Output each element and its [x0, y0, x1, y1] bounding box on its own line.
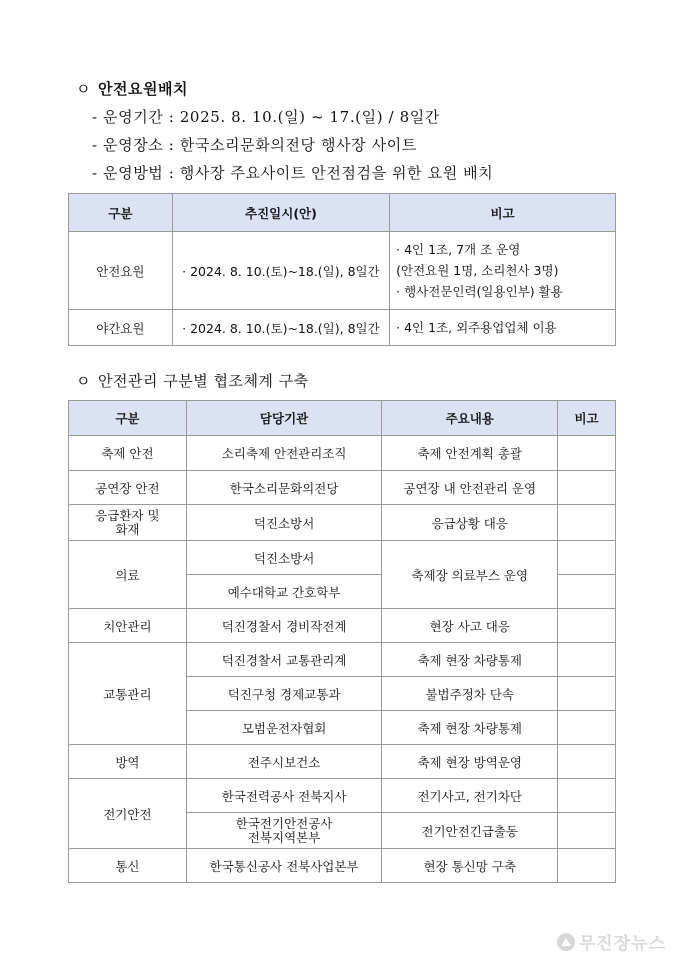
row-content: 전기사고, 전기차단 [382, 779, 558, 813]
row-agency: 한국전력공사 전북지사 [186, 779, 382, 813]
table-row [69, 643, 616, 677]
row-remarks [558, 643, 616, 677]
row-agency: 덕진소방서 [186, 541, 382, 575]
row-schedule: · 2024. 8. 10.(토)~18.(일), 8일간 [172, 310, 389, 346]
row-category: 공연장 안전 [69, 471, 187, 505]
row-agency [186, 813, 382, 849]
watermark-text: 무진장뉴스 [578, 934, 666, 954]
row-remarks [558, 711, 616, 745]
header-notes: 비고 [390, 194, 616, 232]
category-line: 화재 [115, 521, 140, 537]
table-row [69, 849, 616, 883]
row-agency: 덕진구청 경제교통과 [186, 677, 382, 711]
row-remarks [558, 813, 616, 849]
table-row [69, 471, 616, 505]
header-schedule: 추진일시(안) [172, 194, 389, 232]
row-content: 전기안전긴급출동 [382, 813, 558, 849]
safety-staff-table [68, 193, 616, 346]
header-agency: 담당기관 [186, 401, 382, 436]
header-category: 구분 [69, 194, 173, 232]
row-category: 축제 안전 [69, 436, 187, 471]
section1-title [76, 78, 188, 99]
table-header-row [69, 194, 616, 232]
header-category: 구분 [69, 401, 187, 436]
header-remarks: 비고 [558, 401, 616, 436]
watermark [557, 929, 666, 954]
table-row [69, 232, 616, 310]
row-agency: 모범운전자협회 [186, 711, 382, 745]
row-agency: 덕진소방서 [186, 505, 382, 541]
note-line: · 4인 1조, 외주용업업체 이용 [396, 320, 557, 335]
row-content: 현장 사고 대응 [382, 609, 558, 643]
table-row [69, 779, 616, 813]
row-agency: 전주시보건소 [186, 745, 382, 779]
row-category: 교통관리 [69, 643, 187, 745]
row-remarks [558, 849, 616, 883]
note-line: · 행사전문인력(일용인부) 활용 [396, 284, 563, 299]
row-agency: 소리축제 안전관리조직 [186, 436, 382, 471]
row-content: 축제 현장 차량통제 [382, 711, 558, 745]
row-category: 야간요원 [69, 310, 173, 346]
agency-line: 전북지역본부 [247, 829, 321, 845]
operation-location-line: - 운영장소 : 한국소리문화의전당 행사장 사이트 [92, 136, 417, 154]
note-line: (안전요원 1명, 소리천사 3명) [396, 263, 559, 278]
section2-title-text: 안전관리 구분별 협조체계 구축 [98, 372, 309, 390]
row-remarks [558, 575, 616, 609]
operation-method-line: - 운영방법 : 행사장 주요사이트 안전점검을 위한 요원 배치 [92, 164, 494, 182]
row-agency: 한국통신공사 전북사업본부 [186, 849, 382, 883]
note-line: · 4인 1조, 7개 조 운영 [396, 242, 521, 257]
row-remarks [558, 471, 616, 505]
row-category: 의료 [69, 541, 187, 609]
table-row [69, 609, 616, 643]
row-content: 불법주정차 단속 [382, 677, 558, 711]
header-content: 주요내용 [382, 401, 558, 436]
row-agency: 덕진경찰서 경비작전계 [186, 609, 382, 643]
circle-bullet-icon: ㅇ [76, 80, 91, 98]
row-remarks [558, 505, 616, 541]
agency-line: 한국전기안전공사 [235, 815, 333, 831]
table-header-row [69, 401, 616, 436]
row-agency: 한국소리문화의전당 [186, 471, 382, 505]
cooperation-table [68, 400, 616, 883]
row-category: 방역 [69, 745, 187, 779]
row-remarks [558, 677, 616, 711]
row-remarks [558, 779, 616, 813]
row-remarks [558, 745, 616, 779]
row-content: 응급상황 대응 [382, 505, 558, 541]
row-content: 현장 통신망 구축 [382, 849, 558, 883]
row-content: 공연장 내 안전관리 운영 [382, 471, 558, 505]
row-notes [390, 310, 616, 346]
row-category: 통신 [69, 849, 187, 883]
section1-title-text: 안전요원배치 [98, 80, 188, 98]
row-category: 전기안전 [69, 779, 187, 849]
row-schedule: · 2024. 8. 10.(토)~18.(일), 8일간 [172, 232, 389, 310]
row-agency: 덕진경찰서 교통관리계 [186, 643, 382, 677]
row-agency: 예수대학교 간호학부 [186, 575, 382, 609]
table-row [69, 745, 616, 779]
row-content: 축제 안전계획 총괄 [382, 436, 558, 471]
table-row [69, 505, 616, 541]
row-remarks [558, 541, 616, 575]
circle-bullet-icon: ㅇ [76, 372, 91, 390]
section2-title [76, 370, 309, 391]
row-content: 축제 현장 방역운영 [382, 745, 558, 779]
row-remarks [558, 436, 616, 471]
row-content: 축제장 의료부스 운영 [382, 541, 558, 609]
row-remarks [558, 609, 616, 643]
table-row [69, 541, 616, 575]
operation-period-line: - 운영기간 : 2025. 8. 10.(일) ~ 17.(일) / 8일간 [92, 108, 440, 126]
table-row [69, 436, 616, 471]
row-content: 축제 현장 차량통제 [382, 643, 558, 677]
category-line: 응급환자 및 [95, 507, 160, 523]
mountain-logo-icon [557, 933, 575, 951]
row-notes [390, 232, 616, 310]
row-category [69, 505, 187, 541]
row-category: 안전요원 [69, 232, 173, 310]
table-row [69, 310, 616, 346]
row-category: 치안관리 [69, 609, 187, 643]
